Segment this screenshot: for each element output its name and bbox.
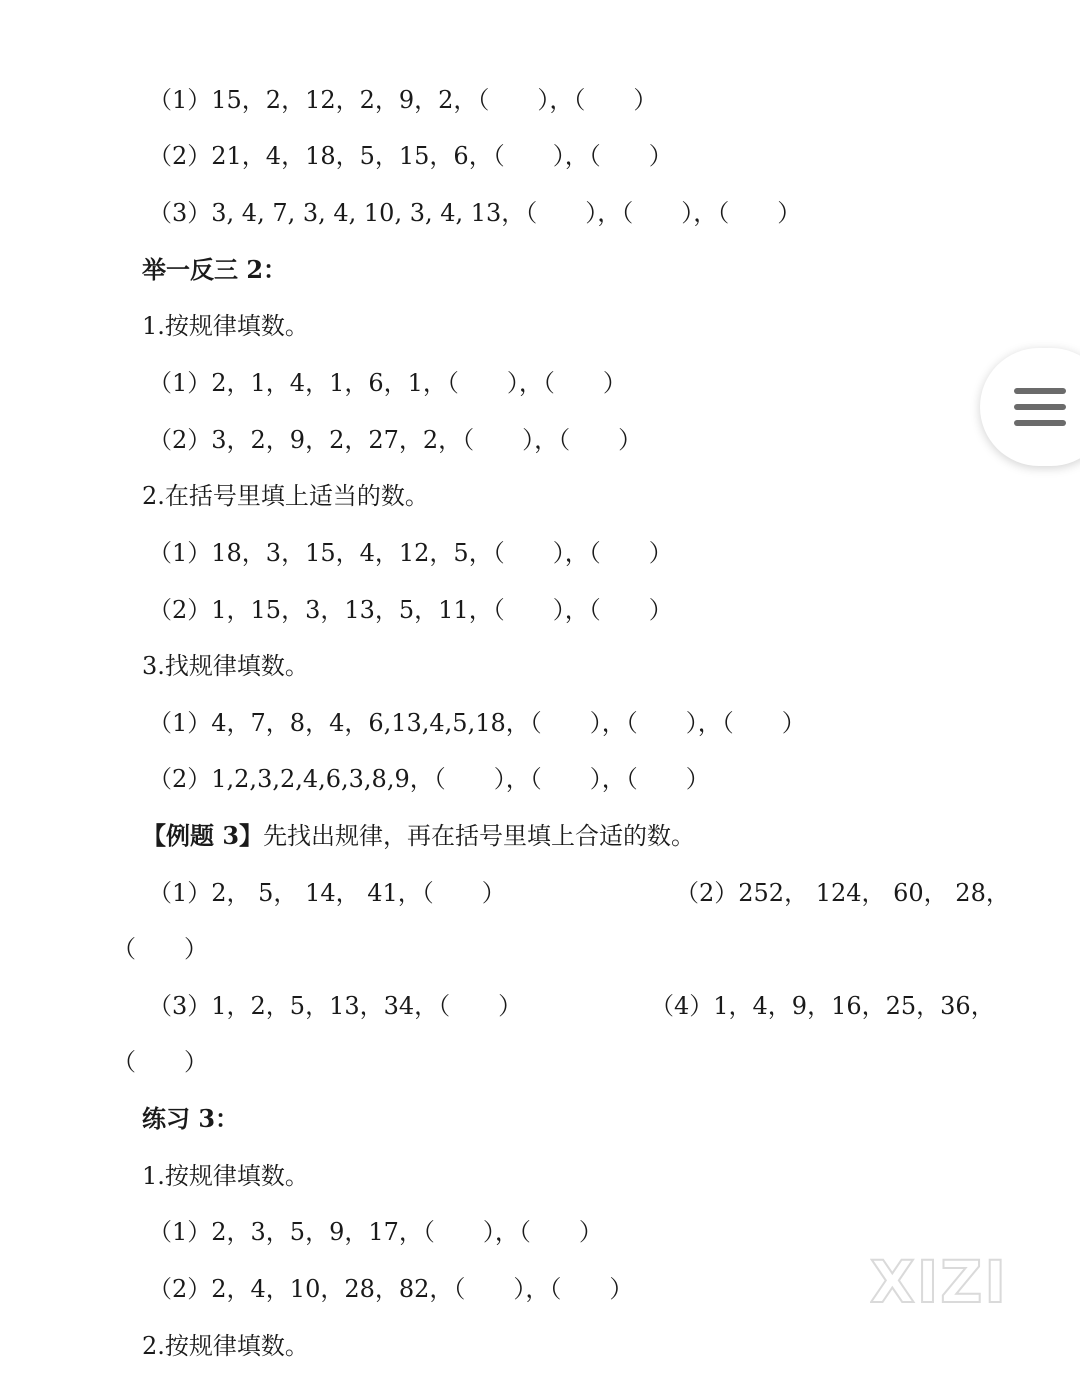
question-title: 2.按规律填数。 bbox=[142, 1332, 309, 1360]
section-heading: 练习 3： bbox=[142, 1104, 240, 1133]
floating-menu-button[interactable] bbox=[980, 348, 1080, 466]
exercise-line: （3）3, 4, 7, 3, 4, 10, 3, 4, 13，（ ），（ ），（ ） bbox=[148, 199, 802, 227]
exercise-line: （3）1，2，5，13，34，（ ） bbox=[148, 992, 523, 1020]
exercise-line: （1）2，1，4，1，6，1，（ ），（ ） bbox=[148, 369, 627, 397]
exercise-line: （1）18，3，15，4，12，5，（ ），（ ） bbox=[148, 539, 673, 567]
exercise-line: （1）4，7，8，4，6,13,4,5,18，（ ），（ ），（ ） bbox=[148, 709, 806, 737]
exercise-line: （2）1,2,3,2,4,6,3,8,9，（ ），（ ），（ ） bbox=[148, 765, 710, 793]
answer-blank: （ ） bbox=[112, 1048, 208, 1076]
question-title: 2.在括号里填上适当的数。 bbox=[142, 482, 429, 510]
question-title: 1.按规律填数。 bbox=[142, 312, 309, 340]
exercise-line: （1）2，3，5，9，17，（ ），（ ） bbox=[148, 1218, 603, 1246]
example-heading bbox=[142, 821, 695, 851]
exercise-line: （2）1，15，3，13，5，11，（ ），（ ） bbox=[148, 596, 673, 624]
exercise-line: （1）2， 5， 14， 41，（ ） bbox=[148, 879, 506, 907]
exercise-line: （2）3，2，9，2，27，2，（ ），（ ） bbox=[148, 426, 643, 454]
answer-blank: （ ） bbox=[112, 935, 208, 963]
example-label: 【例题 3】 bbox=[142, 821, 264, 850]
section-heading: 举一反三 2： bbox=[142, 255, 288, 284]
exercise-line: （2）2，4，10，28，82，（ ），（ ） bbox=[148, 1275, 634, 1303]
exercise-line: （1）15，2，12，2，9，2，（ ），（ ） bbox=[148, 86, 658, 114]
watermark-logo: XIZI bbox=[870, 1248, 1008, 1316]
question-title: 3.找规律填数。 bbox=[142, 652, 309, 680]
example-instruction: 先找出规律，再在括号里填上合适的数。 bbox=[263, 822, 696, 850]
question-title: 1.按规律填数。 bbox=[142, 1162, 309, 1190]
exercise-line: （2）21，4，18，5，15，6，（ ），（ ） bbox=[148, 142, 673, 170]
exercise-line: （4）1，4，9，16，25，36， bbox=[650, 992, 995, 1020]
exercise-line: （2）252， 124， 60， 28， bbox=[675, 879, 1010, 907]
